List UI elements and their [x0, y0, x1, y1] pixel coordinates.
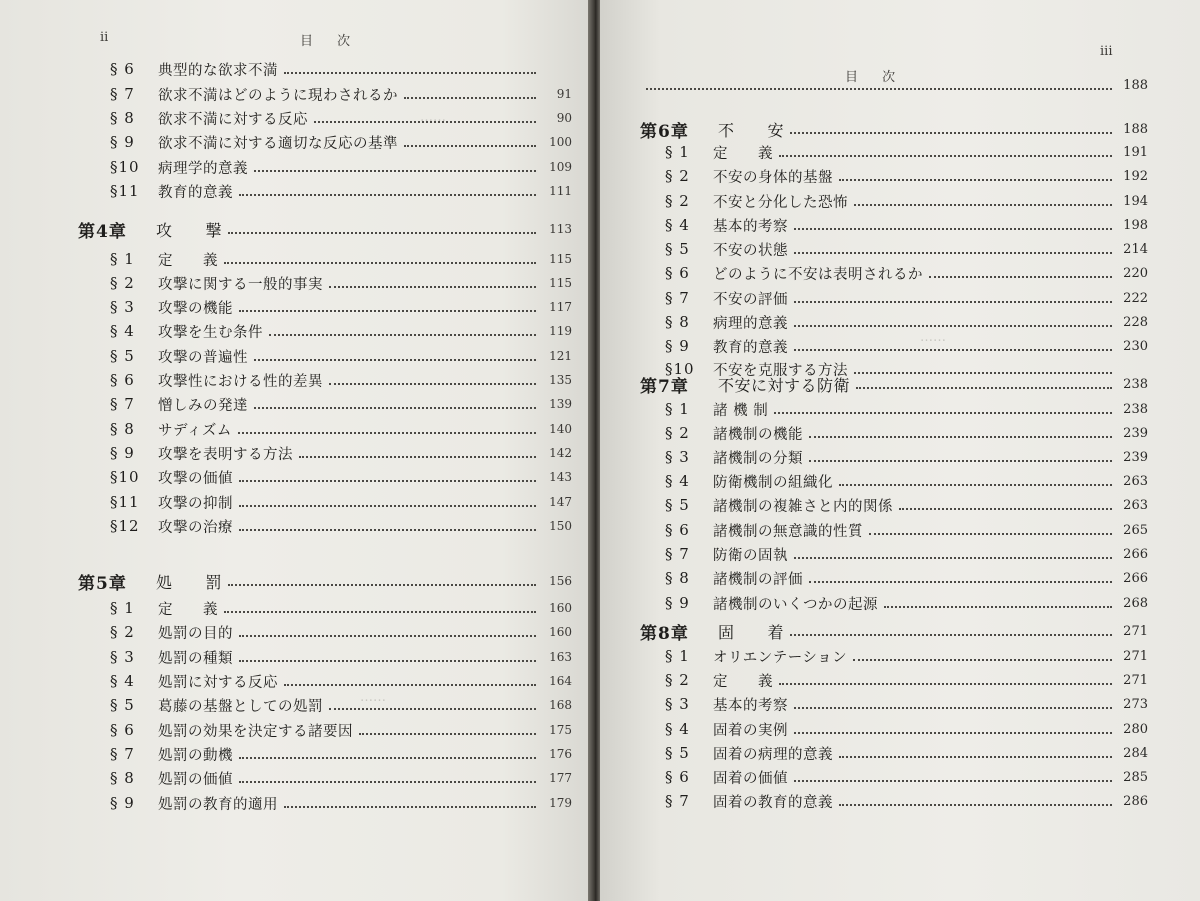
- toc-section-row: [110, 58, 572, 80]
- page-ref: 268: [1123, 595, 1148, 611]
- page-ref: 109: [549, 160, 572, 174]
- section-number: § 9: [110, 133, 135, 151]
- section-title: 諸機制の評価: [713, 571, 803, 588]
- section-title: 病理的意義: [713, 315, 788, 332]
- dot-leader: [839, 756, 1112, 758]
- section-title: 基本的考察: [713, 697, 788, 714]
- toc-chapter-row: [640, 118, 1148, 140]
- section-title: 固着の教育的意義: [713, 794, 833, 811]
- section-number: § 9: [665, 337, 690, 355]
- page-ref: 164: [549, 674, 572, 688]
- page-ref: 91: [556, 87, 572, 101]
- section-number: § 5: [665, 496, 690, 514]
- page-ref: 271: [1123, 648, 1148, 664]
- section-number: § 2: [110, 623, 135, 641]
- dot-leader: [856, 387, 1112, 389]
- toc-section-row: [110, 466, 572, 488]
- toc-section-row: [665, 262, 1148, 284]
- section-title: 処罰の効果を決定する諸要因: [158, 723, 353, 740]
- dot-leader: [224, 262, 536, 264]
- dot-leader: [884, 606, 1112, 608]
- section-title: 処罰の教育的適用: [158, 796, 278, 813]
- dot-leader: [239, 505, 536, 507]
- section-number: § 1: [110, 599, 135, 617]
- dot-leader: [794, 732, 1112, 734]
- toc-section-row: [110, 767, 572, 789]
- page-ref: 228: [1123, 314, 1148, 330]
- toc-section-row: [665, 742, 1148, 764]
- section-title: 教育的意義: [158, 184, 233, 201]
- dot-leader: [254, 407, 536, 409]
- dot-leader: [854, 204, 1112, 206]
- page-ref: 163: [549, 650, 572, 664]
- dot-leader: [790, 132, 1112, 134]
- page-ref: 284: [1123, 745, 1148, 761]
- toc-section-row: [665, 311, 1148, 333]
- section-number: §11: [110, 493, 140, 511]
- toc-chapter-row: [640, 373, 1148, 395]
- section-number: §10: [110, 468, 140, 486]
- show-through-text: ……: [360, 690, 386, 705]
- toc-section-row: [665, 398, 1148, 420]
- section-number: § 4: [665, 216, 690, 234]
- section-title: 攻撃の普遍性: [158, 349, 248, 366]
- section-title: 欲求不満はどのように現わされるか: [158, 87, 398, 104]
- section-title: サディズム: [158, 422, 232, 439]
- dot-leader: [239, 529, 536, 531]
- page-ref: 220: [1123, 265, 1148, 281]
- page-number: iii: [1100, 44, 1113, 59]
- chapter-title: 攻 撃: [156, 220, 223, 240]
- dot-leader: [404, 145, 536, 147]
- page-ref: 150: [549, 519, 572, 533]
- toc-section-row: [665, 766, 1148, 788]
- page-ref: 191: [1123, 144, 1148, 160]
- dot-leader: [809, 436, 1112, 438]
- page-ref: 115: [549, 276, 572, 290]
- section-number: § 1: [665, 647, 690, 665]
- section-title: 攻撃性における性的差異: [158, 373, 323, 390]
- toc-section-row: [110, 296, 572, 318]
- dot-leader: [779, 683, 1112, 685]
- dot-leader: [329, 286, 536, 288]
- chapter-number: 第6章: [640, 121, 689, 142]
- section-number: § 7: [110, 395, 135, 413]
- section-title: オリエンテーション: [713, 649, 848, 666]
- dot-leader: [794, 228, 1112, 230]
- toc-section-row: [110, 272, 572, 294]
- section-number: § 3: [665, 448, 690, 466]
- section-number: § 1: [110, 250, 135, 268]
- dot-leader: [794, 301, 1112, 303]
- section-title: 不安を克服する方法: [713, 362, 848, 379]
- toc-section-row: [665, 422, 1148, 444]
- page-ref: 192: [1123, 168, 1148, 184]
- section-number: § 6: [110, 60, 135, 78]
- dot-leader: [794, 325, 1112, 327]
- section-title: 基本的考察: [713, 218, 788, 235]
- section-title: 攻撃に関する一般的事実: [158, 276, 323, 293]
- section-number: § 4: [110, 672, 135, 690]
- toc-section-row: [665, 669, 1148, 691]
- section-title: 処罰の動機: [158, 747, 233, 764]
- toc-section-row: [665, 238, 1148, 260]
- dot-leader: [839, 804, 1112, 806]
- dot-leader: [254, 170, 536, 172]
- page-ref: 177: [549, 771, 572, 785]
- page-ref: 285: [1123, 769, 1148, 785]
- section-title: 処罰の目的: [158, 625, 233, 642]
- section-title: 不安と分化した恐怖: [713, 194, 848, 211]
- section-number: § 2: [665, 671, 690, 689]
- section-title: 攻撃の価値: [158, 470, 233, 487]
- section-number: § 6: [665, 264, 690, 282]
- page-ref: 286: [1123, 793, 1148, 809]
- section-title: 諸 機 制: [713, 402, 769, 419]
- section-title: 攻撃を表明する方法: [158, 446, 293, 463]
- dot-leader: [239, 781, 536, 783]
- page-ref: 121: [549, 349, 572, 363]
- section-title: 憎しみの発達: [158, 397, 248, 414]
- dot-leader: [809, 460, 1112, 462]
- section-number: §10: [665, 360, 695, 378]
- page-ref: 263: [1123, 473, 1148, 489]
- page-ref: 194: [1123, 193, 1148, 209]
- dot-leader: [314, 121, 536, 123]
- section-title: 攻撃の治療: [158, 519, 233, 536]
- section-number: § 3: [110, 298, 135, 316]
- toc-section-row: [665, 693, 1148, 715]
- page-ref: 271: [1123, 672, 1148, 688]
- dot-leader: [239, 480, 536, 482]
- dot-leader: [269, 334, 536, 336]
- toc-chapter-row: [78, 570, 572, 592]
- running-header: 目 次: [300, 34, 361, 49]
- dot-leader: [239, 757, 536, 759]
- chapter-number: 第7章: [640, 376, 689, 397]
- toc-section-row: [665, 718, 1148, 740]
- page-ref: 90: [556, 111, 572, 125]
- dot-leader: [228, 584, 536, 586]
- section-title: 攻撃の機能: [158, 300, 233, 317]
- section-number: § 7: [665, 545, 690, 563]
- chapter-title: 処 罰: [156, 572, 223, 592]
- running-header: 目 次: [845, 70, 906, 85]
- page-ref: 147: [549, 495, 572, 509]
- section-number: § 1: [665, 400, 690, 418]
- page-ref: 168: [549, 698, 572, 712]
- page-ref: 176: [549, 747, 572, 761]
- dot-leader: [254, 359, 536, 361]
- section-number: § 5: [665, 744, 690, 762]
- toc-section-row: [110, 597, 572, 619]
- section-number: § 9: [665, 594, 690, 612]
- section-number: §10: [110, 158, 140, 176]
- toc-section-row: [110, 515, 572, 537]
- toc-section-row: [665, 592, 1148, 614]
- section-number: § 7: [110, 85, 135, 103]
- section-title: 葛藤の基盤としての処罰: [158, 698, 323, 715]
- toc-section-row: [665, 141, 1148, 163]
- section-number: §12: [110, 517, 140, 535]
- page-ref: 115: [549, 252, 572, 266]
- dot-leader: [239, 635, 536, 637]
- section-title: 固着の価値: [713, 770, 788, 787]
- dot-leader: [646, 88, 1112, 90]
- dot-leader: [794, 707, 1112, 709]
- dot-leader: [284, 684, 536, 686]
- page-ref: 188: [1123, 121, 1148, 137]
- page-ref: 238: [1123, 401, 1148, 417]
- section-number: § 8: [110, 420, 135, 438]
- toc-section-row: [110, 248, 572, 270]
- page-number: ii: [100, 30, 109, 45]
- dot-leader: [779, 155, 1112, 157]
- section-number: § 2: [110, 274, 135, 292]
- page-ref: 188: [1123, 77, 1148, 93]
- page-ref: 230: [1123, 338, 1148, 354]
- right-page: [600, 0, 1200, 901]
- chapter-title: 不 安: [718, 120, 785, 140]
- toc-section-row: [665, 165, 1148, 187]
- toc-section-row: [110, 792, 572, 814]
- section-number: § 6: [110, 371, 135, 389]
- section-title: 諸機制の分類: [713, 450, 803, 467]
- toc-section-row: [665, 335, 1148, 357]
- toc-section-row: [110, 646, 572, 668]
- section-title: 不安の状態: [713, 242, 788, 259]
- page-ref: 239: [1123, 425, 1148, 441]
- page-ref: 135: [549, 373, 572, 387]
- page-ref: 119: [549, 324, 572, 338]
- page-ref: 160: [549, 601, 572, 615]
- page-ref: 222: [1123, 290, 1148, 306]
- toc-section-row: [110, 393, 572, 415]
- page-ref: 117: [549, 300, 572, 314]
- show-through-text: ……: [920, 330, 946, 345]
- chapter-number: 第8章: [640, 623, 689, 644]
- page-ref: 263: [1123, 497, 1148, 513]
- dot-leader: [794, 252, 1112, 254]
- section-number: § 3: [110, 648, 135, 666]
- toc-section-row: [110, 345, 572, 367]
- chapter-number: 第5章: [78, 573, 127, 594]
- section-title: 不安の評価: [713, 291, 788, 308]
- toc-section-row: [110, 719, 572, 741]
- chapter-number: 第4章: [78, 221, 127, 242]
- dot-leader: [869, 533, 1112, 535]
- section-title: 諸機制の複雑さと内的関係: [713, 498, 893, 515]
- page-ref: 273: [1123, 696, 1148, 712]
- page-ref: 143: [549, 470, 572, 484]
- section-number: § 6: [665, 521, 690, 539]
- section-title: 不安の身体的基盤: [713, 169, 833, 186]
- toc-section-row: [665, 645, 1148, 667]
- section-number: § 4: [665, 472, 690, 490]
- page-ref: 214: [1123, 241, 1148, 257]
- section-number: § 6: [665, 768, 690, 786]
- page-ref: 280: [1123, 721, 1148, 737]
- page-ref: 113: [549, 222, 572, 236]
- show-through-text: ……: [420, 110, 446, 125]
- page-ref: 271: [1123, 623, 1148, 639]
- section-number: § 6: [110, 721, 135, 739]
- dot-leader: [853, 659, 1112, 661]
- section-number: § 7: [665, 792, 690, 810]
- section-number: § 7: [665, 289, 690, 307]
- dot-leader: [774, 412, 1112, 414]
- page-ref: 239: [1123, 449, 1148, 465]
- dot-leader: [228, 232, 536, 234]
- section-number: § 7: [110, 745, 135, 763]
- toc-section-row: [110, 621, 572, 643]
- toc-section-row: [665, 214, 1148, 236]
- dot-leader: [329, 383, 536, 385]
- toc-section-row: [110, 491, 572, 513]
- toc-chapter-row: [78, 218, 572, 240]
- dot-leader: [794, 349, 1112, 351]
- section-number: § 4: [110, 322, 135, 340]
- dot-leader: [809, 581, 1112, 583]
- dot-leader: [899, 508, 1112, 510]
- section-number: § 5: [110, 696, 135, 714]
- page-ref: 265: [1123, 522, 1148, 538]
- dot-leader: [299, 456, 536, 458]
- section-number: § 8: [110, 769, 135, 787]
- page-ref: 266: [1123, 546, 1148, 562]
- section-title: 諸機制の機能: [713, 426, 803, 443]
- dot-leader: [929, 276, 1112, 278]
- toc-section-row: [110, 743, 572, 765]
- section-title: 処罰の種類: [158, 650, 233, 667]
- toc-section-row: [110, 83, 572, 105]
- section-title: 定 義: [713, 673, 773, 690]
- section-number: § 9: [110, 794, 135, 812]
- page-ref: 111: [549, 184, 572, 198]
- section-number: § 2: [665, 424, 690, 442]
- toc-section-row: [110, 369, 572, 391]
- dot-leader: [839, 179, 1112, 181]
- chapter-title: 不安に対する防衛: [718, 375, 851, 395]
- section-title: 攻撃の抑制: [158, 495, 233, 512]
- section-number: § 1: [665, 143, 690, 161]
- section-title: どのように不安は表明されるか: [713, 266, 923, 283]
- section-number: § 9: [110, 444, 135, 462]
- section-title: 諸機制のいくつかの起源: [713, 596, 878, 613]
- section-title: 固着の実例: [713, 722, 788, 739]
- page-ref: 142: [549, 446, 572, 460]
- toc-section-row: [665, 494, 1148, 516]
- toc-section-row: [110, 107, 572, 129]
- dot-leader: [224, 611, 536, 613]
- toc-section-row: [110, 418, 572, 440]
- dot-leader: [239, 310, 536, 312]
- section-title: 定 義: [158, 252, 218, 269]
- section-number: § 8: [665, 569, 690, 587]
- page-ref: 139: [549, 397, 572, 411]
- section-number: § 4: [665, 720, 690, 738]
- section-number: § 8: [110, 109, 135, 127]
- dot-leader: [284, 806, 536, 808]
- page-ref: 160: [549, 625, 572, 639]
- page-ref: 156: [549, 574, 572, 588]
- dot-leader: [239, 194, 536, 196]
- toc-top-line: [640, 74, 1148, 96]
- dot-leader: [238, 432, 536, 434]
- section-title: 定 義: [713, 145, 773, 162]
- chapter-title: 固 着: [718, 622, 785, 642]
- section-title: 防衛機制の組織化: [713, 474, 833, 491]
- toc-section-row: [665, 446, 1148, 468]
- dot-leader: [790, 634, 1112, 636]
- page-ref: 266: [1123, 570, 1148, 586]
- toc-section-row: [110, 442, 572, 464]
- section-number: § 8: [665, 313, 690, 331]
- page-ref: 198: [1123, 217, 1148, 233]
- dot-leader: [239, 660, 536, 662]
- dot-leader: [359, 733, 536, 735]
- page-ref: 175: [549, 723, 572, 737]
- toc-section-row: [110, 694, 572, 716]
- section-number: § 5: [110, 347, 135, 365]
- left-page: [0, 0, 590, 901]
- section-number: § 2: [665, 167, 690, 185]
- dot-leader: [329, 708, 536, 710]
- toc-section-row: [110, 670, 572, 692]
- section-title: 教育的意義: [713, 339, 788, 356]
- dot-leader: [404, 97, 536, 99]
- section-title: 防衛の固執: [713, 547, 788, 564]
- section-title: 諸機制の無意識的性質: [713, 523, 863, 540]
- toc-section-row: [110, 156, 572, 178]
- page-ref: 238: [1123, 376, 1148, 392]
- toc-section-row: [665, 567, 1148, 589]
- section-title: 病理学的意義: [158, 160, 248, 177]
- dot-leader: [839, 484, 1112, 486]
- section-title: 攻撃を生む条件: [158, 324, 263, 341]
- section-number: § 5: [665, 240, 690, 258]
- page-ref: 100: [549, 135, 572, 149]
- section-title: 典型的な欲求不満: [158, 62, 278, 79]
- toc-section-row: [665, 190, 1148, 212]
- toc-section-row: [110, 180, 572, 202]
- page-ref: 140: [549, 422, 572, 436]
- page-ref: 179: [549, 796, 572, 810]
- toc-chapter-row: [640, 620, 1148, 642]
- section-title: 欲求不満に対する反応: [158, 111, 308, 128]
- toc-section-row: [665, 543, 1148, 565]
- dot-leader: [794, 780, 1112, 782]
- toc-section-row: [110, 320, 572, 342]
- section-title: 固着の病理的意義: [713, 746, 833, 763]
- section-number: §11: [110, 182, 140, 200]
- section-title: 欲求不満に対する適切な反応の基準: [158, 135, 398, 152]
- section-title: 処罰の価値: [158, 771, 233, 788]
- toc-section-row: [665, 470, 1148, 492]
- toc-section-row: [665, 519, 1148, 541]
- dot-leader: [794, 557, 1112, 559]
- section-number: § 3: [665, 695, 690, 713]
- section-number: § 2: [665, 192, 690, 210]
- section-title: 定 義: [158, 601, 218, 618]
- toc-section-row: [110, 131, 572, 153]
- toc-section-row: [665, 287, 1148, 309]
- dot-leader: [284, 72, 536, 74]
- section-title: 処罰に対する反応: [158, 674, 278, 691]
- toc-section-row: [665, 790, 1148, 812]
